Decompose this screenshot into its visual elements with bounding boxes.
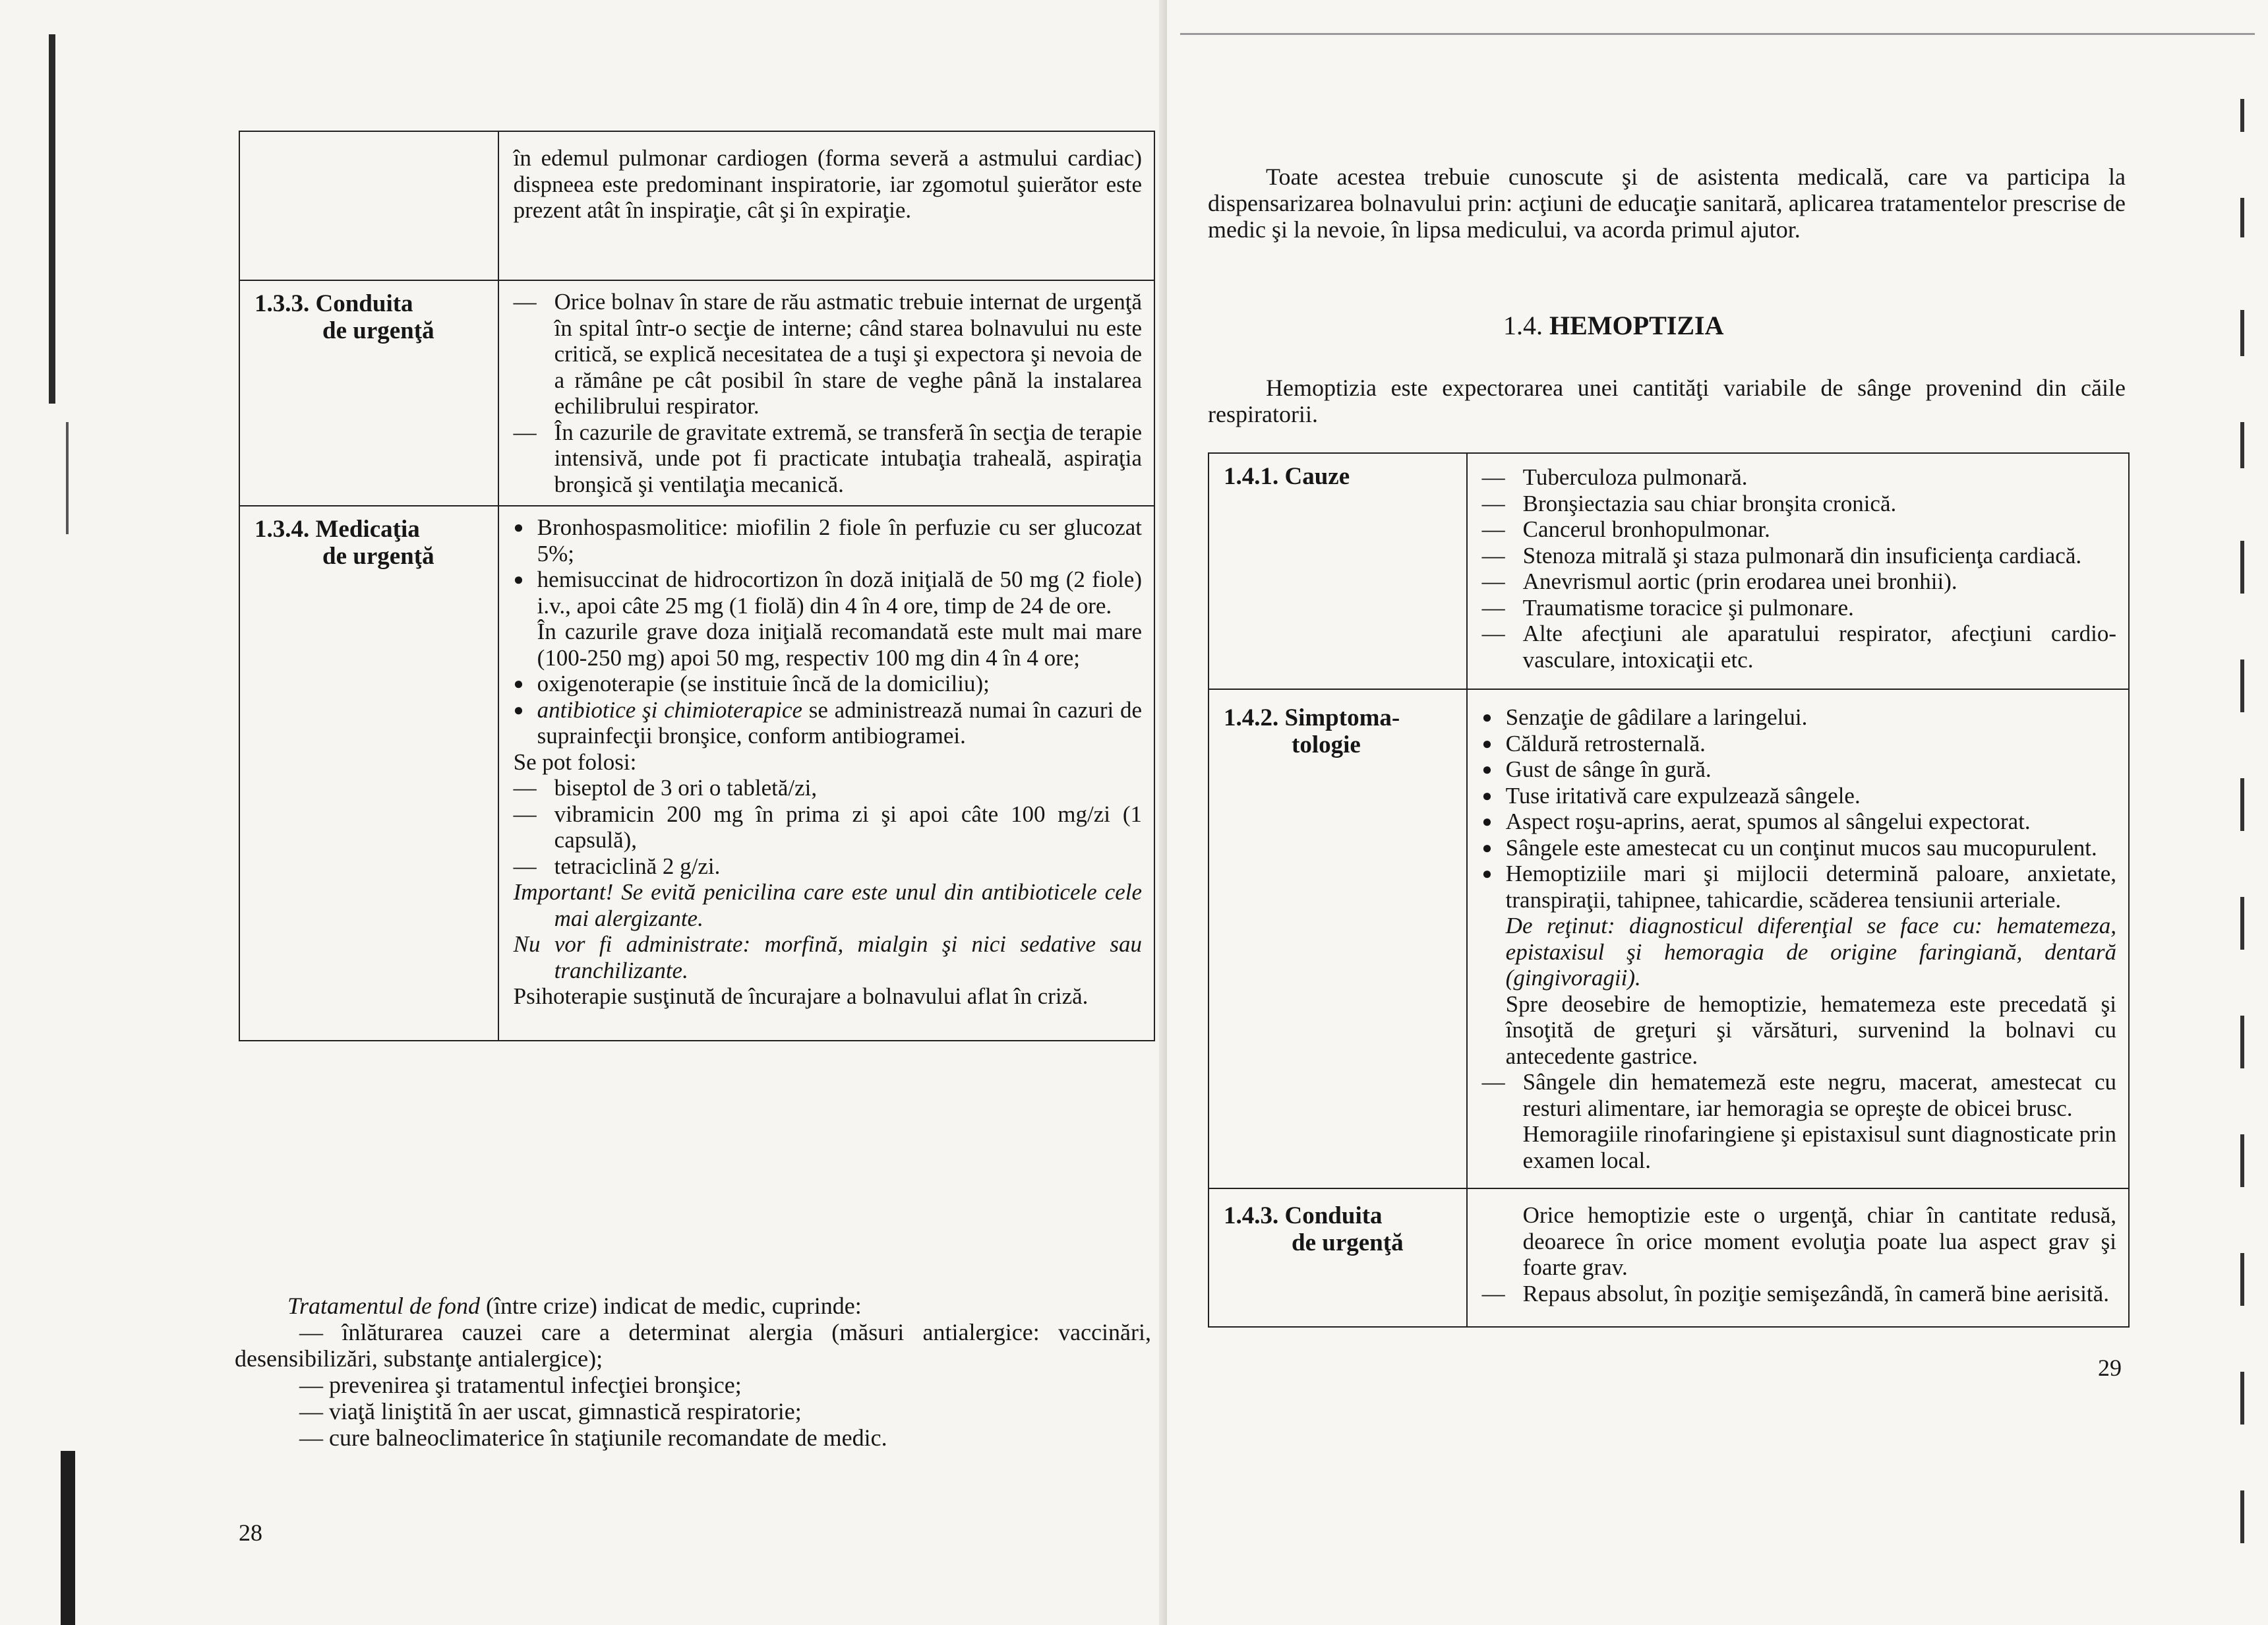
table-row-intro — [239, 131, 1154, 280]
list-item: ● Hemoptiziile mari şi mijlocii determină paloare, anxietate, transpiraţii, tahipnee, tahicardie, scăderea tensiunii arteriale. — [1482, 861, 2116, 913]
row-142-heading — [1209, 689, 1467, 1188]
table-row-134 — [239, 506, 1154, 1041]
list-item: — cure balneoclimaterice în staţiunile recomandate de medic. — [299, 1425, 887, 1451]
row-141-title: Cauze — [1284, 463, 1350, 490]
row-142-title-b: tologie — [1292, 731, 1361, 758]
list-item: — Bronşiectazia sau chiar bronşita cronică. — [1482, 491, 2116, 517]
list-item: ● Căldură retrosternală. — [1482, 731, 2116, 757]
spre-deosebire-text: Spre deosebire de hemoptizie, hematemeza este precedată şi însoţită de greţuri şi vărsături, survenind la bolnavi cu antecedente gastrice. — [1505, 991, 2116, 1069]
row-141-num: 1.4.1. — [1224, 463, 1279, 490]
psihoterapie-line: Psihoterapie susţinută de încurajare a bolnavului aflat în criză. — [513, 983, 1089, 1009]
de-retinut-note: De reţinut: diagnosticul diferenţial se face cu: hematemeza, epistaxisul şi hemoragia de origine faringiană, dentară (gingivoragii). — [1505, 913, 2116, 991]
list-item: ● oxigenoterapie (se instituie încă de la domiciliu); — [514, 671, 1142, 697]
table-row-142 — [1209, 689, 2129, 1188]
list-item: ● Gust de sânge în gură. — [1482, 756, 2116, 783]
list-item: ● Senzaţie de gâdilare a laringelui. — [1482, 704, 2116, 731]
list-item: — Repaus absolut, în poziţie semişezândă, în cameră bine aerisită. — [1482, 1281, 2116, 1307]
scan-top-edge — [1180, 33, 2255, 35]
list-item: — Traumatisme toracice şi pulmonare. — [1482, 595, 2116, 621]
row-134-heading — [239, 506, 498, 1041]
scan-edge-mark — [66, 422, 69, 534]
scan-edge-mark — [2240, 541, 2244, 594]
list-item: — tetraciclină 2 g/zi. — [514, 853, 1142, 880]
row-143-heading — [1209, 1188, 1467, 1327]
row-134-num: 1.3.4. — [254, 516, 310, 543]
pot-folosi-line: Se pot folosi: — [513, 749, 637, 775]
scan-corner-shadow — [61, 1451, 75, 1625]
list-item: ● Aspect roşu-aprins, aerat, spumos al sângelui expectorat. — [1482, 809, 2116, 835]
row-141-heading — [1209, 453, 1467, 689]
list-item: — Stenoza mitrală şi staza pulmonară din insuficienţa cardiacă. — [1482, 543, 2116, 569]
fond-item-text: cure balneoclimaterice în staţiunile recomandate de medic. — [329, 1425, 887, 1451]
scan-edge-mark — [2240, 1016, 2244, 1068]
list-item: — Tuberculoza pulmonară. — [1482, 464, 2116, 491]
list-item: — Anevrismul aortic (prin erodarea unei bronhii). — [1482, 568, 2116, 595]
row-142-num: 1.4.2. — [1224, 704, 1279, 731]
table-row-143 — [1209, 1188, 2129, 1327]
intro-body-cell — [498, 131, 1154, 280]
row-134-title-a: Medicaţia — [315, 516, 420, 543]
intro-paragraph: Toate acestea trebuie cunoscute şi de asistenta medicală, care va participa la dispensarizarea bolnavului prin: acţiuni de educaţie sanitară, aplicarea tratamentelor prescrise de medic şi la nevoie, în lipsa medicului, va acorda primul ajutor. — [1208, 164, 2126, 243]
row-133-num: 1.3.3. — [254, 290, 310, 317]
nu-vor-note: Nu vor fi administrate: morfină, mialgin şi nici sedative sau tranchilizante. — [513, 931, 1142, 983]
row-133-body — [498, 280, 1154, 506]
scan-edge-mark — [2240, 198, 2244, 237]
row-143-text: Orice hemoptizie este o urgenţă, chiar în cantitate redusă, deoarece în orice moment evoluţia poate lua aspect grav şi foarte grav. — [1522, 1202, 2116, 1280]
scan-edge-mark — [2240, 897, 2244, 950]
row-134-title-b: de urgenţă — [322, 543, 434, 570]
row-133-title-b: de urgenţă — [322, 317, 434, 344]
scan-edge-mark — [2240, 99, 2244, 132]
list-item: — Orice bolnav în stare de rău astmatic trebuie internat de urgenţă în spital într-o secţie de interne; când starea bolnavului nu este critică, se explică necesitatea de a tuşi şi expectora şi nevoia de a rămâne pe cât posibil în stare de veghe până la instalarea echilibrului respirator. — [514, 289, 1142, 419]
list-item: ● Sângele este amestecat cu un conţinut mucos sau mucopurulent. — [1482, 835, 2116, 861]
list-item: — înlăturarea cauzei care a determinat alergia (măsuri antialergice: vaccinări, desensibilizări, substanţe antialergice); — [235, 1319, 1151, 1372]
section-name: HEMOPTIZIA — [1549, 311, 1724, 340]
intro-head-cell — [239, 131, 498, 280]
list-item: ● Tuse iritativă care expulzează sângele. — [1482, 783, 2116, 809]
list-item: — Cancerul bronhopulmonar. — [1482, 516, 2116, 543]
row-143-title-a: Conduita — [1284, 1202, 1383, 1229]
tratament-fond-block — [235, 1293, 1151, 1451]
asthma-table — [239, 131, 1155, 1041]
list-item — [514, 697, 1142, 749]
fond-item-text: viaţă liniştită în aer uscat, gimnastică respiratorie; — [329, 1398, 802, 1425]
important-note: Important! Se evită penicilina care este unul din antibioticele cele mai alergizante. — [513, 879, 1142, 931]
hemoptysis-table — [1208, 452, 2130, 1328]
definition-paragraph: Hemoptizia este expectorarea unei cantităţi variabile de sânge provenind din căile respiratorii. — [1208, 375, 2126, 427]
right-page — [1167, 0, 2268, 1625]
row-134-body — [498, 506, 1154, 1041]
tratament-fond-intro — [235, 1293, 1151, 1319]
section-number: 1.4. — [1503, 311, 1543, 340]
fond-item-text: prevenirea şi tratamentul infecţiei bronşice; — [329, 1372, 742, 1398]
row-141-body — [1467, 453, 2129, 689]
list-item: — prevenirea şi tratamentul infecţiei bronşice; — [299, 1372, 742, 1398]
scan-edge-mark — [2240, 310, 2244, 356]
row-133-title-a: Conduita — [315, 290, 413, 317]
row-143-num: 1.4.3. — [1224, 1202, 1279, 1229]
scan-edge-mark — [2240, 1253, 2244, 1306]
row-142-body — [1467, 689, 2129, 1188]
intro-text: în edemul pulmonar cardiogen (forma severă a astmului cardiac) dispneea este predominant inspiratorie, iar zgomotul şuierător este prezent atât în inspiraţie, cât şi în expiraţie. — [513, 145, 1142, 223]
list-item: — În cazurile de gravitate extremă, se transferă în secţia de terapie intensivă, unde pot fi practicate intubaţia traheală, aspiraţia bronşică şi ventilaţia mecanică. — [514, 419, 1142, 498]
table-row-141 — [1209, 453, 2129, 689]
page-number-right: 29 — [2098, 1355, 2122, 1381]
hemoragiile-text: Hemoragiile rinofaringiene şi epistaxisul sunt diagnosticate prin examen local. — [1522, 1121, 2116, 1173]
list-item: — Sângele din hematemeză este negru, macerat, amestecat cu resturi alimentare, iar hemoragia se opreşte de obicei brusc. — [1482, 1069, 2116, 1121]
scan-edge-mark — [2240, 778, 2244, 831]
scan-edge-mark — [2240, 659, 2244, 712]
antibiotice-rest: se administrează numai în cazuri de suprainfecţii bronşice, conform antibiogramei. — [537, 696, 1143, 749]
row-133-heading — [239, 280, 498, 506]
list-item: ● Bronhospasmolitice: miofilin 2 fiole în perfuzie cu ser glucozat 5%; — [514, 514, 1142, 567]
antibiotice-italic: antibiotice şi chimioterapice — [537, 696, 803, 723]
section-title — [1503, 310, 1723, 341]
tratament-fond-italic: Tratamentul de fond — [287, 1293, 481, 1319]
row-143-body — [1467, 1188, 2129, 1327]
scan-edge-shadow — [49, 34, 55, 404]
row-143-title-b: de urgenţă — [1292, 1229, 1404, 1256]
list-item: ● hemisuccinat de hidrocortizon în doză iniţială de 50 mg (2 fiole) i.v., apoi câte 25 mg (1 fiolă) din 4 în 4 ore, timp de 24 de ore. — [514, 567, 1142, 619]
page-number-left: 28 — [239, 1519, 262, 1546]
list-item: — Alte afecţiuni ale aparatului respirator, afecţiuni cardio-vasculare, intoxicaţii etc. — [1482, 621, 2116, 673]
tratament-fond-rest: (între crize) indicat de medic, cuprinde: — [480, 1293, 862, 1319]
table-row-133 — [239, 280, 1154, 506]
list-item: — vibramicin 200 mg în prima zi şi apoi câte 100 mg/zi (1 capsulă), — [514, 801, 1142, 853]
list-item-continuation: În cazurile grave doza iniţială recomandată este mult mai mare (100-250 mg) apoi 50 mg, respectiv 100 mg din 4 în 4 ore; — [537, 619, 1142, 671]
row-142-title-a: Simptoma- — [1284, 704, 1400, 731]
scan-edge-mark — [2240, 1134, 2244, 1187]
list-item: — viaţă liniştită în aer uscat, gimnastică respiratorie; — [299, 1398, 802, 1425]
scan-edge-mark — [2240, 422, 2244, 468]
list-item: — biseptol de 3 ori o tabletă/zi, — [514, 775, 1142, 801]
scan-edge-mark — [2240, 1372, 2244, 1425]
fond-item-text: înlăturarea cauzei care a determinat alergia (măsuri antialergice: vaccinări, desensibilizări, substanţe antialergice); — [235, 1319, 1151, 1372]
scan-edge-mark — [2240, 1490, 2244, 1543]
